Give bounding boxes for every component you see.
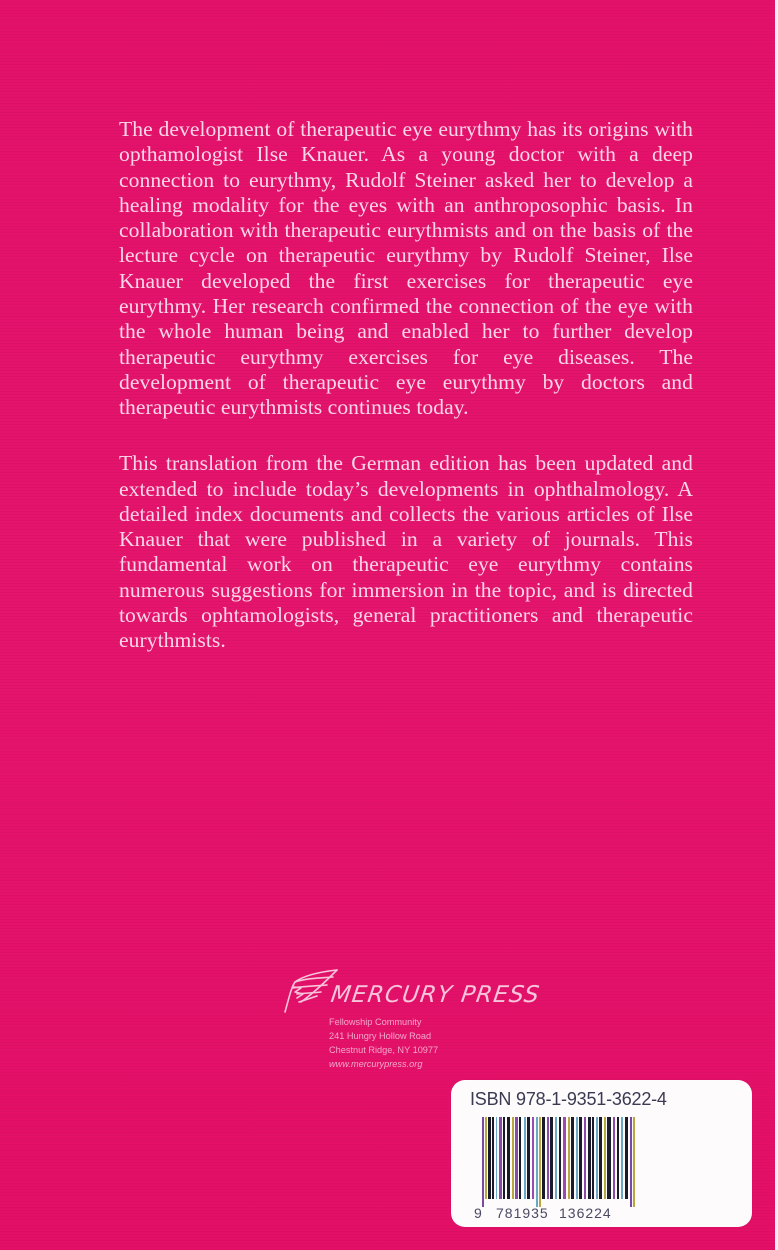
publisher-website: www.mercurypress.org (329, 1059, 423, 1069)
address-line-3: Chestnut Ridge, NY 10977 (329, 1045, 439, 1055)
publisher-address (329, 1015, 438, 1071)
barcode-icon (482, 1117, 635, 1207)
back-cover-blurb (119, 117, 693, 654)
publisher-name: MERCURY PRESS (329, 982, 542, 1008)
isbn-number: ISBN 978-1-9351-3622-4 (470, 1089, 667, 1109)
address-line-1: Fellowship Community (329, 1017, 422, 1027)
address-line-2: 241 Hungry Hollow Road (329, 1031, 432, 1041)
publisher-block (283, 968, 542, 1078)
blurb-paragraph-1: The development of therapeutic eye eurythmy has its origins with opthamologist Ilse Knauer. As a young doctor with a deep connection to eurythmy, Rudolf Steiner asked her to develop a healing modality for the eyes with an anthroposophic basis. In collaboration with therapeutic eurythmists and on the basis of the lecture cycle on therapeutic eurythmy by Rudolf Steiner, Ilse Knauer developed the first exercises for therapeutic eye eurythmy. Her research confirmed the connection of the eye with the whole human being and enabled her to further develop therapeutic eurythmy exercises for eye diseases. The development of therapeutic eye eurythmy by doctors and therapeutic eurythmists continues today. (119, 117, 693, 420)
isbn-barcode-label (451, 1080, 752, 1227)
barcode-digit-lead: 9 (474, 1205, 483, 1221)
barcode-digits-left: 781935 (496, 1205, 549, 1221)
barcode-digits-right: 136224 (559, 1205, 612, 1221)
blurb-paragraph-2: This translation from the German edition has been updated and extended to include today’s developments in ophthalmology. A detailed index documents and collects the various articles of Ilse Knauer that were published in a variety of journals. This fundamental work on therapeutic eye eurythmy contains numerous suggestions for immersion in the topic, and is directed towards ophtamologists, general practitioners and therapeutic eurythmists. (119, 451, 693, 653)
